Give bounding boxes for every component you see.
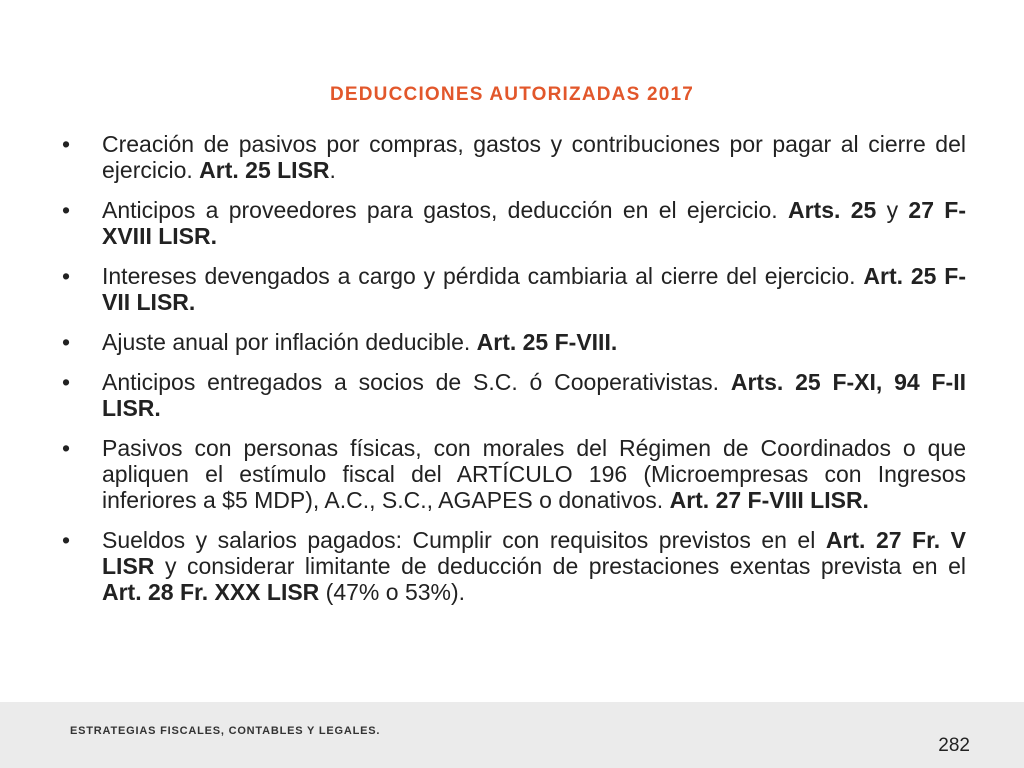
bullet-reference: Arts. 25	[788, 197, 877, 223]
bullet-text: Anticipos a proveedores para gastos, deducción en el ejercicio.	[102, 197, 788, 223]
footer-text: ESTRATEGIAS FISCALES, CONTABLES Y LEGALES.	[70, 725, 381, 737]
bullet-icon: •	[62, 435, 71, 461]
bullet-text: y considerar limitante de deducción de prestaciones exentas prevista en el	[154, 553, 966, 579]
bullet-icon: •	[62, 263, 71, 289]
bullet-text: (47% o 53%).	[319, 579, 466, 605]
bullet-icon: •	[62, 131, 71, 157]
bullet-reference: Art. 27 F-VIII LISR.	[669, 487, 869, 513]
bullet-icon: •	[62, 369, 71, 395]
bullet-icon: •	[62, 197, 71, 223]
bullet-text: Creación de pasivos por compras, gastos y contribuciones por pagar al cierre del ejercicio.	[102, 131, 966, 183]
bullet-list	[62, 131, 966, 619]
page-number: 282	[938, 735, 970, 756]
bullet-reference: Art. 28 Fr. XXX LISR	[102, 579, 320, 605]
bullet-item	[62, 197, 966, 249]
bullet-text: Anticipos entregados a socios de S.C. ó Cooperativistas.	[102, 369, 731, 395]
bullet-text: Intereses devengados a cargo y pérdida cambiaria al cierre del ejercicio.	[102, 263, 864, 289]
bullet-icon: •	[62, 527, 71, 553]
bullet-item	[62, 329, 966, 355]
bullet-reference: Arts. 25 F-XI, 94 F-II LISR.	[102, 369, 966, 421]
bullet-text: y	[876, 197, 909, 223]
bullet-text: Ajuste anual por inflación deducible.	[102, 329, 477, 355]
bullet-icon: •	[62, 329, 71, 355]
bullet-item	[62, 435, 966, 513]
bullet-text: Sueldos y salarios pagados: Cumplir con requisitos previstos en el	[102, 527, 826, 553]
bullet-reference: Art. 25 F-VIII.	[476, 329, 618, 355]
slide-title: DEDUCCIONES AUTORIZADAS 2017	[329, 84, 695, 105]
bullet-reference: Art. 25 LISR	[199, 157, 330, 183]
bullet-reference: Art. 27 Fr. V LISR	[102, 527, 966, 579]
bullet-text: .	[329, 157, 336, 183]
bullet-item	[62, 527, 966, 605]
bullet-reference: Art. 25 F-VII LISR.	[102, 263, 967, 315]
bullet-text: Pasivos con personas físicas, con morales del Régimen de Coordinados o que apliquen el estímulo fiscal del ARTÍCULO 196 (Microempresas con Ingresos inferiores a $5 MDP), A.C., S.C., AGAPES o donativos.	[102, 435, 966, 513]
bullet-item	[62, 131, 966, 183]
bullet-reference: 27 F- XVIII LISR.	[102, 197, 967, 249]
bullet-item	[62, 263, 966, 315]
bullet-item	[62, 369, 966, 421]
